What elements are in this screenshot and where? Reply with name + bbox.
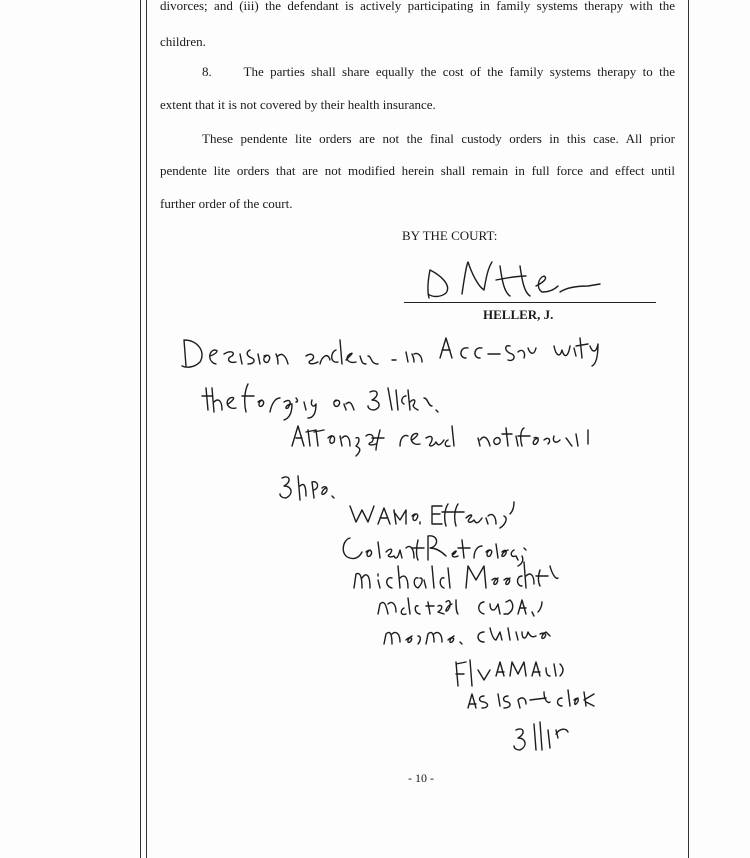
paragraph-8-line-2: extent that it is not covered by their health insurance. — [160, 97, 436, 112]
handwritten-line-11 — [468, 690, 594, 708]
page-number: - 10 - — [408, 771, 434, 785]
handwritten-line-7 — [354, 562, 558, 588]
right-margin-line — [688, 0, 689, 858]
signature-line — [404, 302, 656, 303]
body-line-1: divorces; and (iii) the defendant is actively participating in family systems therapy with the — [160, 0, 675, 13]
handwritten-line-1 — [182, 338, 598, 367]
handwritten-line-2 — [202, 384, 438, 420]
handwritten-line-8 — [378, 598, 542, 616]
body-line-2: children. — [160, 34, 206, 49]
handwritten-line-3 — [292, 426, 588, 456]
by-the-court-label: BY THE COURT: — [402, 228, 498, 243]
left-margin-line — [140, 0, 141, 858]
handwritten-line-10 — [456, 660, 563, 686]
closing-paragraph-line-3: further order of the court. — [160, 196, 293, 211]
closing-paragraph-line-2: pendente lite orders that are not modified herein shall remain in full force and effect until — [160, 163, 675, 178]
handwritten-line-6 — [343, 536, 526, 566]
handwritten-line-9 — [384, 628, 550, 644]
judge-name: HELLER, J. — [483, 307, 554, 322]
closing-paragraph-line-1: These pendente lite orders are not the final custody orders in this case. All prior — [202, 131, 675, 146]
paragraph-8-line-1: 8. The parties shall share equally the cost of the family systems therapy to the — [202, 64, 675, 79]
handwritten-line-5 — [350, 502, 514, 528]
handwritten-line-4 — [280, 476, 334, 500]
handwritten-line-12 — [514, 722, 568, 750]
left-margin-line-inner — [146, 0, 147, 858]
